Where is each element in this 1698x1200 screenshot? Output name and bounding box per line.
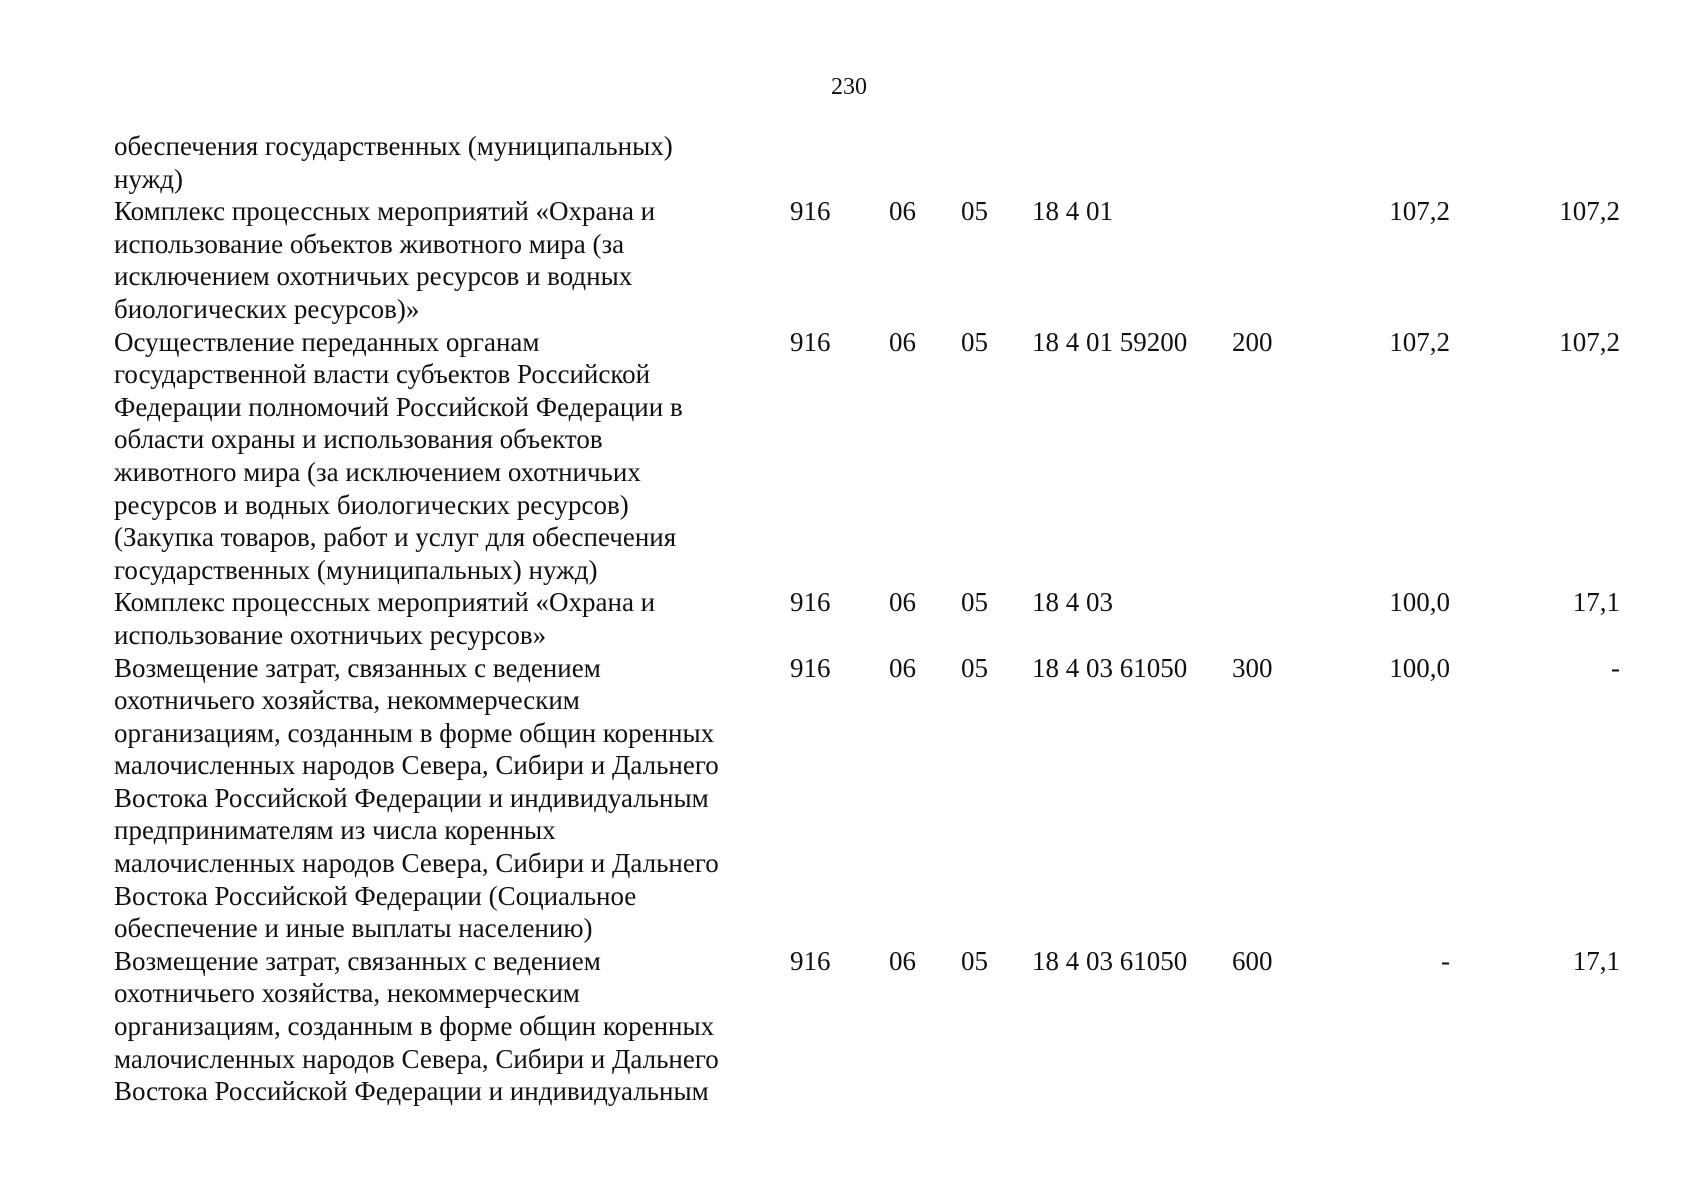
- row-name-line: малочисленных народов Севера, Сибири и Дальнего: [114, 848, 719, 879]
- expense-type-code: 200: [1232, 326, 1273, 357]
- row-name-line: малочисленных народов Севера, Сибири и Дальнего: [114, 1043, 719, 1074]
- page-number: 230: [831, 74, 867, 100]
- row-name-line: Комплекс процессных мероприятий «Охрана и: [114, 587, 656, 618]
- target-article-code: [1032, 130, 1232, 195]
- target-article-code: 18 4 01: [1032, 196, 1113, 227]
- budget-table: [114, 130, 1620, 1108]
- row-name-line: области охраны и использования объектов: [114, 424, 603, 455]
- section-code: 06: [889, 587, 916, 618]
- row-name-line: биологических ресурсов)»: [114, 293, 420, 324]
- amount-year-2: 17,1: [1572, 945, 1620, 976]
- row-name: [114, 945, 790, 1108]
- row-name-line: государственных (муниципальных) нужд): [114, 554, 598, 585]
- row-name-line: Востока Российской Федерации (Социальное: [114, 880, 637, 911]
- row-name-line: ресурсов и водных биологических ресурсов): [114, 489, 629, 520]
- section-code: 06: [889, 652, 916, 683]
- subsection-code: 05: [961, 587, 988, 618]
- amount-year-1: -: [1441, 945, 1450, 976]
- expense-type-code: 600: [1232, 945, 1273, 976]
- row-name: [114, 130, 790, 195]
- table-row: [114, 326, 1620, 587]
- row-name-line: животного мира (за исключением охотничьих: [114, 456, 641, 487]
- subsection-code: 05: [961, 326, 988, 357]
- row-name-line: нужд): [114, 163, 183, 194]
- row-name-line: предпринимателям из числа коренных: [114, 815, 556, 846]
- section-code: [889, 130, 961, 195]
- table-row: [114, 652, 1620, 945]
- amount-year-2: 107,2: [1559, 196, 1620, 227]
- expense-type-code: [1232, 130, 1362, 195]
- table-row: [114, 586, 1620, 651]
- budget-table-body: [114, 130, 1620, 1108]
- target-article-code: 18 4 03: [1032, 587, 1113, 618]
- subsection-code: 05: [961, 652, 988, 683]
- amount-year-1: 107,2: [1389, 326, 1450, 357]
- row-name-line: (Закупка товаров, работ и услуг для обеспечения: [114, 522, 677, 553]
- row-name-line: организациям, созданным в форме общин коренных: [114, 717, 715, 748]
- expense-type-code: [1232, 586, 1362, 651]
- amount-year-2: [1450, 130, 1620, 195]
- admin-code: 916: [790, 945, 831, 976]
- row-name: [114, 586, 790, 651]
- amount-year-1: 100,0: [1389, 587, 1450, 618]
- table-row: [114, 195, 1620, 325]
- row-name: [114, 652, 790, 945]
- amount-year-2: 107,2: [1559, 326, 1620, 357]
- row-name-line: Комплекс процессных мероприятий «Охрана и: [114, 196, 656, 227]
- admin-code: [790, 130, 889, 195]
- amount-year-2: -: [1611, 652, 1620, 683]
- amount-year-1: [1362, 130, 1450, 195]
- expense-type-code: [1232, 195, 1362, 325]
- subsection-code: 05: [961, 945, 988, 976]
- row-name-line: Востока Российской Федерации и индивидуальным: [114, 782, 709, 813]
- row-name-line: Федерации полномочий Российской Федерации в: [114, 391, 683, 422]
- row-name-line: охотничьего хозяйства, некоммерческим: [114, 978, 580, 1009]
- row-name-line: обеспечения государственных (муниципальных): [114, 131, 673, 161]
- expense-type-code: 300: [1232, 652, 1273, 683]
- subsection-code: [961, 130, 1032, 195]
- target-article-code: 18 4 03 61050: [1032, 652, 1188, 683]
- section-code: 06: [889, 196, 916, 227]
- row-name-line: организациям, созданным в форме общин коренных: [114, 1011, 715, 1042]
- target-article-code: 18 4 03 61050: [1032, 945, 1188, 976]
- table-row: [114, 945, 1620, 1108]
- admin-code: 916: [790, 326, 831, 357]
- section-code: 06: [889, 326, 916, 357]
- row-name-line: Осуществление переданных органам: [114, 326, 540, 357]
- table-row: [114, 130, 1620, 195]
- row-name-line: малочисленных народов Севера, Сибири и Дальнего: [114, 750, 719, 781]
- row-name-line: Возмещение затрат, связанных с ведением: [114, 652, 601, 683]
- row-name-line: Востока Российской Федерации и индивидуальным: [114, 1076, 709, 1107]
- amount-year-1: 100,0: [1389, 652, 1450, 683]
- admin-code: 916: [790, 587, 831, 618]
- row-name: [114, 326, 790, 587]
- section-code: 06: [889, 945, 916, 976]
- admin-code: 916: [790, 196, 831, 227]
- amount-year-2: 17,1: [1572, 587, 1620, 618]
- admin-code: 916: [790, 652, 831, 683]
- subsection-code: 05: [961, 196, 988, 227]
- row-name-line: использование охотничьих ресурсов»: [114, 619, 547, 650]
- row-name-line: исключением охотничьих ресурсов и водных: [114, 261, 633, 292]
- row-name-line: государственной власти субъектов Российской: [114, 359, 651, 390]
- row-name-line: охотничьего хозяйства, некоммерческим: [114, 685, 580, 716]
- row-name-line: Возмещение затрат, связанных с ведением: [114, 945, 601, 976]
- row-name-line: обеспечение и иные выплаты населению): [114, 913, 593, 944]
- row-name: [114, 195, 790, 325]
- amount-year-1: 107,2: [1389, 196, 1450, 227]
- target-article-code: 18 4 01 59200: [1032, 326, 1188, 357]
- row-name-line: использование объектов животного мира (за: [114, 228, 625, 259]
